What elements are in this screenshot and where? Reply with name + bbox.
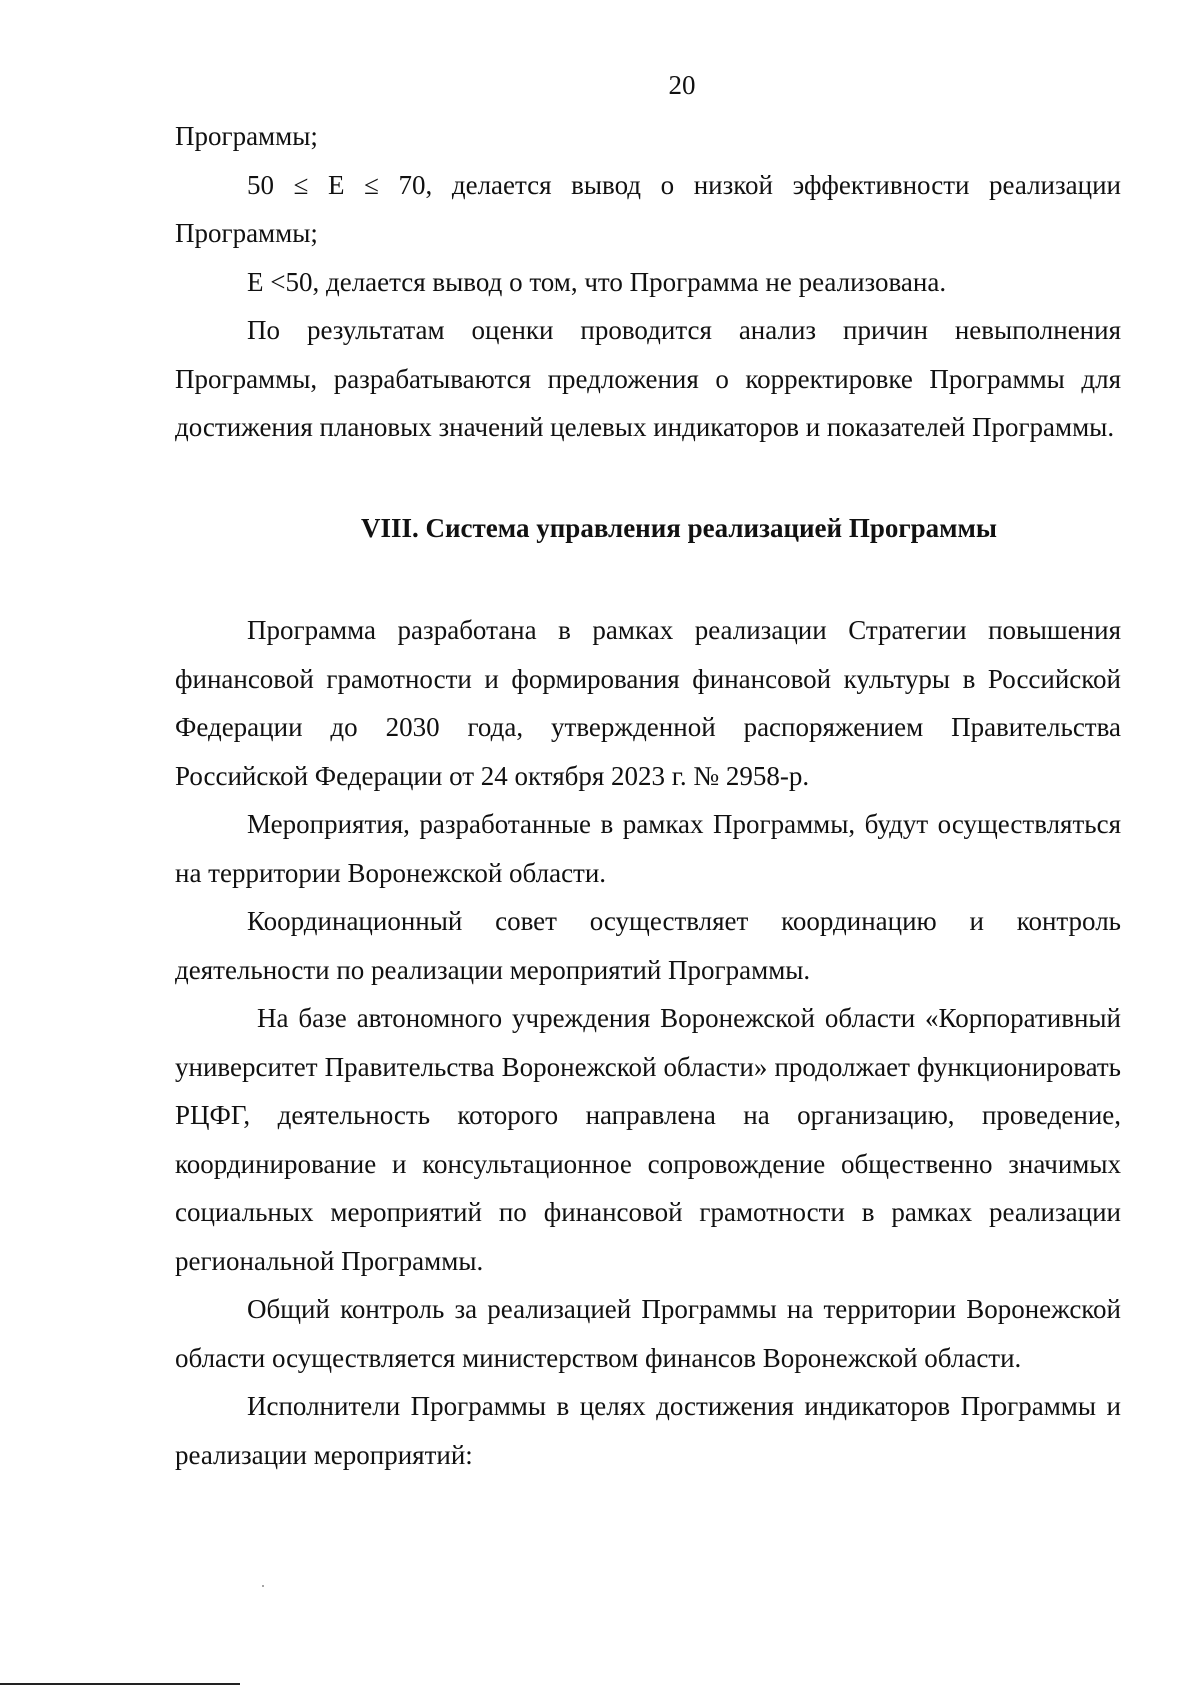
paragraph: На базе автономного учреждения Воронежской области «Корпоративный университет Правительства Воронежской области» продолжает функционировать РЦФГ, деятельность которого направлена на организацию, проведение, координирование и консультационное сопровождение общественно значимых социальных мероприятий по финансовой грамотности в рамках реализации региональной Программы. [175,1003,1121,1276]
paragraph: Программа разработана в рамках реализации Стратегии повышения финансовой грамотности и формирования финансовой культуры в Российской Федерации до 2030 года, утвержденной распоряжением Правительства Российской Федерации от 24 октября 2023 г. № 2958-р. [175,615,1121,791]
document-body [175,112,1121,1479]
paragraph: Исполнители Программы в целях достижения индикаторов Программы и реализации мероприятий: [175,1391,1121,1470]
paragraph: По результатам оценки проводится анализ причин невыполнения Программы, разрабатываются предложения о корректировке Программы для достижения плановых значений целевых индикаторов и показателей Программы. [175,315,1121,442]
paragraph: Программы; [175,121,318,151]
paragraph: 50 ≤ Е ≤ 70, делается вывод о низкой эффективности реализации Программы; [175,169,1121,248]
paragraph: Мероприятия, разработанные в рамках Программы, будут осуществляться на территории Воронежской области. [175,809,1121,888]
scan-artifact [262,1585,264,1587]
page-number: 20 [668,70,696,100]
paragraph: Общий контроль за реализацией Программы на территории Воронежской области осуществляется министерством финансов Воронежской области. [175,1294,1121,1373]
paragraph: Координационный совет осуществляет координацию и контроль деятельности по реализации мероприятий Программы. [175,906,1121,985]
footer-rule [0,1683,240,1685]
section-heading: VIII. Система управления реализацией Программы [360,512,998,543]
paragraph: Е <50, делается вывод о том, что Программа не реализована. [247,266,947,297]
